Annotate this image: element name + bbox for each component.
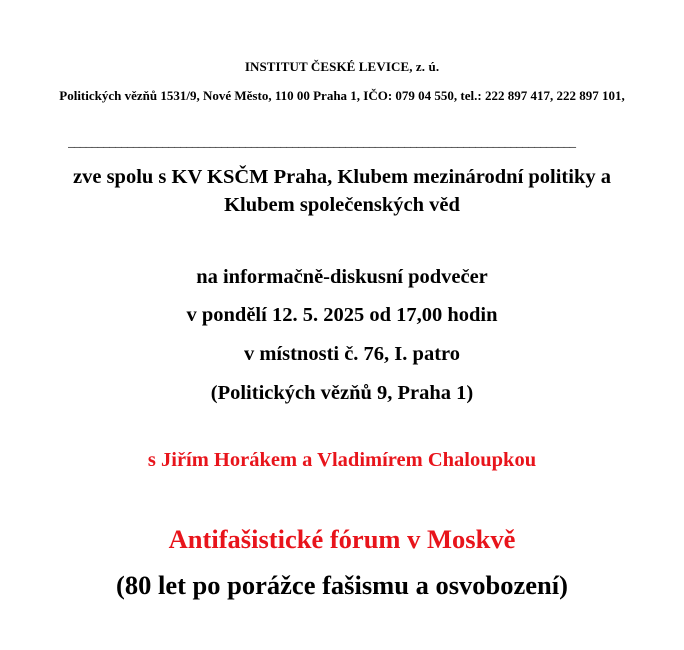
organization-address: Politických vězňů 1531/9, Nové Město, 110 00 Praha 1, IČO: 079 04 550, tel.: 222 897 417, 222 897 101, bbox=[59, 88, 625, 103]
topic-subtitle: (80 let po porážce fašismu a osvobození) bbox=[116, 570, 568, 600]
event-room: v místnosti č. 76, I. patro bbox=[243, 343, 460, 365]
separator-line: ______________________________________________________________________________________ bbox=[68, 134, 576, 149]
invitation-text: zve spolu s KV KSČM Praha, Klubem mezinárodní politiky a Klubem společenských věd bbox=[73, 166, 611, 216]
organization-name: INSTITUT ČESKÉ LEVICE, z. ú. bbox=[244, 59, 440, 74]
event-type: na informačně-diskusní podvečer bbox=[196, 266, 488, 288]
topic-title: Antifašistické fórum v Moskvě bbox=[168, 524, 516, 554]
guest-speakers: s Jiřím Horákem a Vladimírem Chaloupkou bbox=[147, 449, 537, 471]
event-datetime: v pondělí 12. 5. 2025 od 17,00 hodin bbox=[186, 304, 498, 326]
event-location: (Politických vězňů 9, Praha 1) bbox=[210, 382, 474, 404]
